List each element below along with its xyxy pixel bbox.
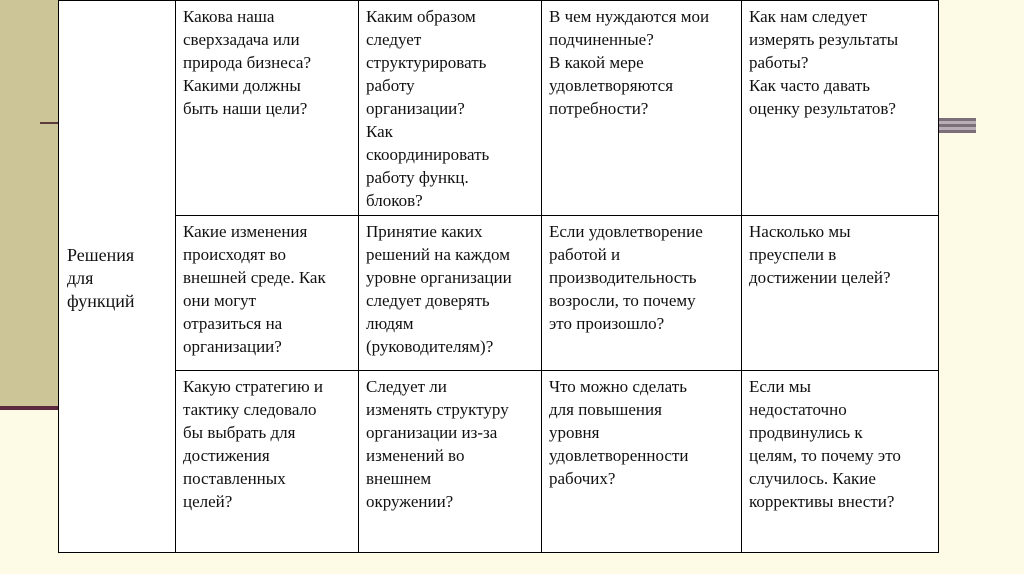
table-cell: Каким образом следует структурировать работу организации? Как скоординировать работу функц. блоков? bbox=[359, 1, 542, 216]
table-cell: Следует ли изменять структуру организации из-за изменений во внешнем окружении? bbox=[359, 371, 542, 553]
row-header-cell: Решения для функций bbox=[59, 1, 176, 553]
table-cell: Насколько мы преуспели в достижении целей? bbox=[742, 216, 939, 371]
table-row bbox=[59, 371, 939, 553]
questions-table bbox=[58, 0, 939, 553]
table-cell: Какова наша сверхзадача или природа бизнеса? Какими должны быть наши цели? bbox=[176, 1, 359, 216]
table-cell: Как нам следует измерять результаты работы? Как часто давать оценку результатов? bbox=[742, 1, 939, 216]
table-cell: Если удовлетворение работой и производительность возросли, то почему это произошло? bbox=[542, 216, 742, 371]
table-cell: Что можно сделать для повышения уровня удовлетворенности рабочих? bbox=[542, 371, 742, 553]
left-thin-rule bbox=[40, 122, 58, 124]
right-decor-rule bbox=[938, 118, 976, 133]
table-cell: Если мы недостаточно продвинулись к целям, то почему это случилось. Какие коррективы внести? bbox=[742, 371, 939, 553]
left-decor-panel bbox=[0, 0, 58, 410]
table-row bbox=[59, 1, 939, 216]
table-cell: Какую стратегию и тактику следовало бы выбрать для достижения поставленных целей? bbox=[176, 371, 359, 553]
table-row bbox=[59, 216, 939, 371]
table-cell: Какие изменения происходят во внешней среде. Как они могут отразиться на организации? bbox=[176, 216, 359, 371]
left-decor-rule bbox=[0, 406, 58, 410]
table-cell: Принятие каких решений на каждом уровне организации следует доверять людям (руководителям)? bbox=[359, 216, 542, 371]
table-cell: В чем нуждаются мои подчиненные? В какой мере удовлетворяются потребности? bbox=[542, 1, 742, 216]
